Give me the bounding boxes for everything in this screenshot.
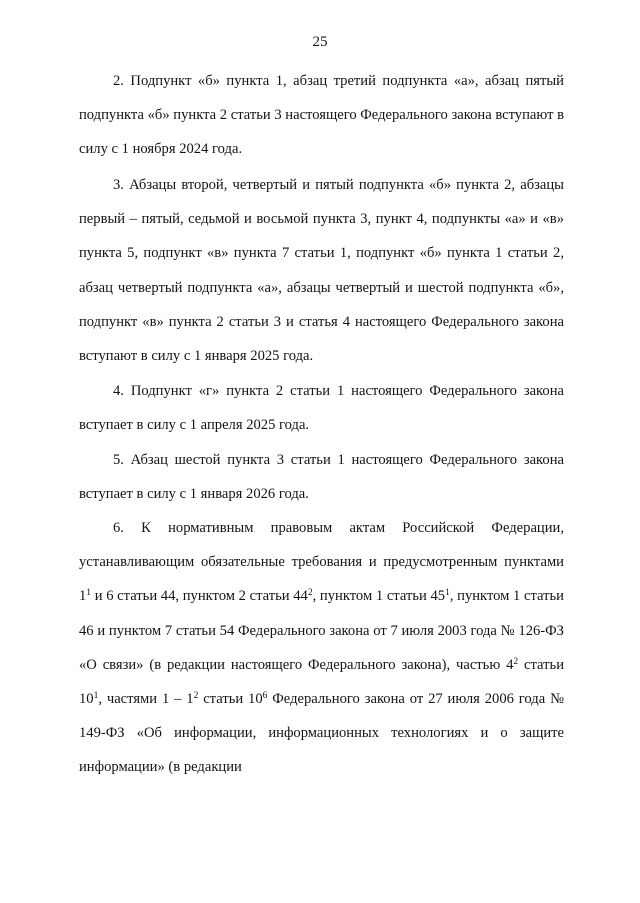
paragraph-6-text: статьи 10 (79, 656, 564, 708)
paragraph-6-text: статьи 10 (198, 691, 263, 708)
superscript: 2 (193, 691, 199, 702)
page-number: 25 (312, 34, 328, 50)
superscript: 6 (262, 691, 268, 702)
paragraph-6-text: 6. К нормативным правовым актам Российской Федерации, устанавливающим обязательные требования и предусмотренным пунктами 1 (79, 520, 564, 605)
superscript: 2 (513, 656, 519, 667)
paragraph-2: 2. Подпункт «б» пункта 1, абзац третий подпункта «а», абзац пятый подпункта «б» пункта 2 статьи 3 настоящего Федерального закона вступают в силу с 1 ноября 2024 года. (79, 73, 564, 158)
paragraph-5: 5. Абзац шестой пункта 3 статьи 1 настоящего Федерального закона вступает в силу с 1 января 2026 года. (79, 452, 564, 503)
paragraph-6-text: , частями 1 – 1 (98, 691, 194, 708)
paragraph-4: 4. Подпункт «г» пункта 2 статьи 1 настоящего Федерального закона вступает в силу с 1 апреля 2025 года. (79, 383, 564, 434)
paragraph-6-text: и 6 статьи 44, пунктом 2 статьи 44 (91, 588, 308, 605)
paragraph-6-text: , пунктом 1 статьи 46 и пунктом 7 статьи 54 Федерального закона от 7 июля 2003 года № 126-ФЗ «О связи» (в редакции настоящего Федерального закона), частью 4 (79, 588, 564, 673)
superscript: 1 (93, 691, 99, 702)
paragraph-6-text: Федерального закона от 27 июля 2006 года № 149-ФЗ «Об информации, информационных технологиях и о защите информации» (в редакции (79, 691, 564, 776)
superscript: 1 (445, 588, 450, 599)
superscript: 2 (307, 588, 313, 599)
paragraph-6 (79, 511, 564, 785)
superscript: 1 (86, 588, 92, 599)
paragraph-3: 3. Абзацы второй, четвертый и пятый подпункта «б» пункта 2, абзацы первый – пятый, седьмой и восьмой пункта 3, пункт 4, подпункты «а» и «в» пункта 5, подпункт «в» пункта 7 статьи 1, подпункт «б» пункта 1 статьи 2, абзац четвертый подпункта «а», абзацы четвертый и шестой подпункта «б», подпункт «в» пункта 2 статьи 3 и статья 4 настоящего Федерального закона вступают в силу с 1 января 2025 года. (79, 177, 564, 365)
paragraph-6-text: , пунктом 1 статьи 45 (312, 588, 446, 605)
